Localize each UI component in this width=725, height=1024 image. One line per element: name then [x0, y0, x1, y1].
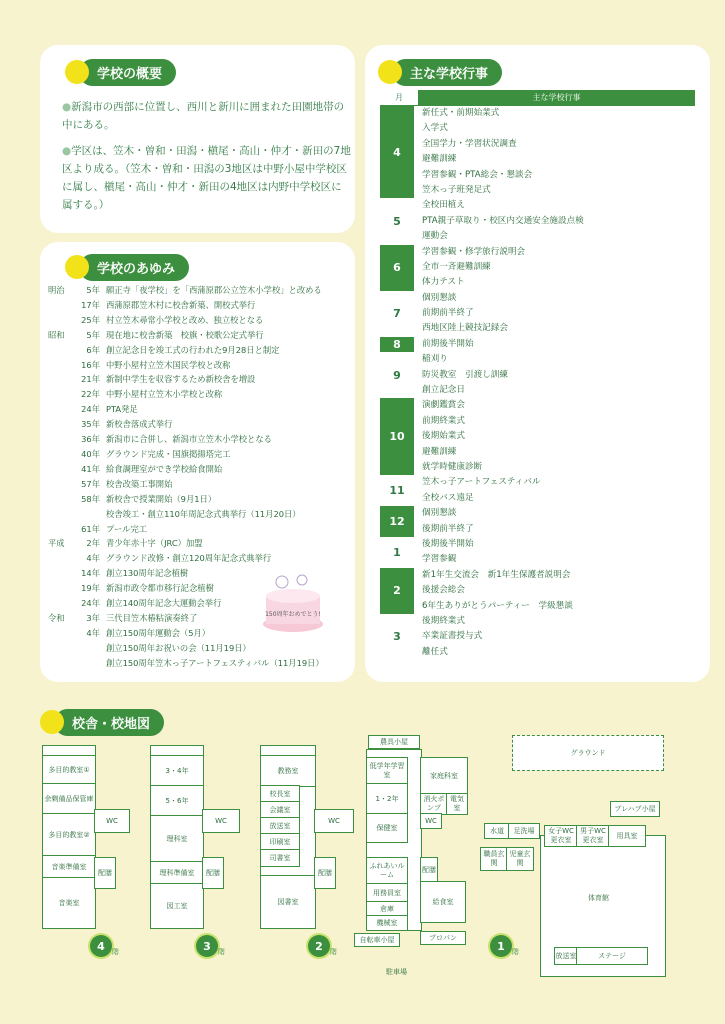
yellow-dot-icon — [65, 60, 89, 84]
history-era — [48, 432, 70, 447]
history-text: 創立150周年お祝いの会（11月19日） — [106, 642, 251, 653]
history-era: 昭和 — [48, 329, 65, 340]
history-era — [48, 387, 70, 402]
history-era — [48, 343, 70, 358]
map-room: WC — [202, 809, 240, 833]
map-room: 女子WC更衣室 — [544, 825, 578, 847]
events-month-group — [380, 352, 695, 398]
event-item: 就学時健康診断 — [422, 461, 483, 472]
events-month-group — [380, 537, 695, 568]
event-item: 離任式 — [422, 646, 448, 657]
overview-title: 学校の概要 — [65, 58, 176, 86]
map-room: 電気室 — [446, 793, 468, 815]
history-year: 24年 — [81, 598, 100, 609]
history-text: グラウンド完成・国旗掲揚塔完工 — [106, 448, 231, 459]
history-row — [48, 387, 358, 402]
history-row — [48, 298, 358, 313]
yellow-dot-icon — [378, 60, 402, 84]
map-room: 低学年学習室 — [366, 757, 408, 785]
map-room: グラウンド — [512, 735, 664, 771]
history-row — [48, 402, 358, 417]
map-room: 理科室 — [150, 815, 204, 863]
history-text: 願正寺「夜学校」を「西蒲原郡公立笠木小学校」と改める — [106, 285, 322, 295]
month-cell: 9 — [393, 368, 401, 382]
history-year: 6年 — [86, 344, 100, 355]
history-era — [48, 313, 70, 328]
history-year: 25年 — [81, 314, 100, 325]
map-room: ステージ — [576, 947, 648, 965]
month-cell: 3 — [393, 630, 401, 644]
history-text: 村立笠木尋常小学校と改め、独立校となる — [106, 314, 264, 325]
events-month-group — [380, 106, 695, 198]
map-room: 図書室 — [260, 875, 316, 929]
history-year: 14年 — [81, 568, 100, 579]
map-room: WC — [420, 813, 442, 829]
history-era — [48, 551, 70, 566]
history-text: 中野小屋村立笠木小学校と改称 — [106, 389, 223, 400]
map-room: 音楽室 — [42, 877, 96, 929]
yellow-dot-icon — [65, 255, 89, 279]
history-era — [48, 358, 70, 373]
overview-bullet-1: ●新潟市の西部に位置し、西川と新川に囲まれた田園地帯の中にある。 — [62, 101, 345, 131]
history-title: 学校のあゆみ — [65, 253, 189, 281]
event-item: 新任式・前期始業式 — [422, 108, 500, 118]
history-era: 令和 — [48, 612, 65, 623]
history-row — [48, 343, 358, 358]
event-item: 西地区陸上競技記録会 — [422, 323, 508, 334]
event-item: 後期終業式 — [422, 615, 465, 626]
map-room: プロパン — [420, 931, 466, 945]
history-year: 17年 — [81, 299, 100, 310]
history-row — [48, 313, 358, 328]
events-month-group — [380, 337, 695, 352]
history-text: 三代目笠木椿粘演奏終了 — [106, 612, 198, 623]
history-row — [48, 641, 358, 656]
history-year: 58年 — [81, 493, 100, 504]
history-era — [48, 641, 70, 656]
map-room: 司書室 — [260, 849, 300, 867]
event-item: 前期終業式 — [422, 415, 465, 426]
map-room: 給食室 — [420, 881, 466, 923]
history-text: 新潟市に合併し、新潟市立笠木小学校となる — [106, 434, 272, 445]
map-room: 保健室 — [366, 813, 408, 843]
overview-bullet-2: ●学区は、笠木・曽和・田潟・槇尾・高山・仲才・新田の7地区より成る。（笠木・曽和・田潟の3地区は中野小屋中学校区に属し、槇尾・高山・仲才・新田の4地区は内野中学校区に属する。） — [62, 145, 351, 211]
events-month-group — [380, 291, 695, 337]
events-month-group — [380, 506, 695, 537]
history-text: 校舎改築工事開始 — [106, 478, 173, 489]
history-row — [48, 417, 358, 432]
event-item: 卒業証書授与式 — [422, 631, 483, 642]
history-era — [48, 581, 70, 596]
map-room: 多目的教室② — [42, 813, 96, 857]
event-item: 避難訓練 — [422, 154, 457, 165]
event-item: 演劇鑑賞会 — [422, 400, 465, 411]
event-item: PTA親子草取り・校区内交通安全施設点検 — [422, 215, 584, 226]
map-room: 用務員室 — [366, 883, 408, 903]
history-era — [48, 566, 70, 581]
map-room: 余剰備品保管庫 — [42, 783, 96, 815]
history-era — [48, 507, 70, 522]
history-row — [48, 358, 358, 373]
map-room: 多目的教室① — [42, 755, 96, 785]
history-text: プール完工 — [106, 523, 148, 534]
floor-1-badge: 1 — [490, 935, 512, 957]
event-item: 後期始業式 — [422, 431, 465, 442]
history-text: 創立150周年笠木っ子アートフェスティバル（11月19日） — [106, 657, 324, 668]
history-row — [48, 551, 358, 566]
history-row — [48, 283, 358, 298]
history-row — [48, 536, 358, 551]
map-room: 会議室 — [260, 801, 300, 819]
event-item: 笠木っ子アートフェスティバル — [422, 477, 541, 488]
history-year: 16年 — [81, 359, 100, 370]
event-item: 入学式 — [422, 123, 448, 134]
history-year: 22年 — [81, 389, 100, 400]
map-room: 職員玄関 — [480, 847, 508, 871]
history-text: 創立150周年運動会（5月） — [106, 627, 211, 638]
event-item: 防災教室 引渡し訓練 — [422, 369, 508, 380]
map-room: 音楽準備室 — [42, 855, 96, 879]
history-year — [70, 507, 106, 522]
event-item: 学習参観・PTA総会・懇談会 — [422, 169, 533, 180]
event-item: 前期後半開始 — [422, 338, 474, 349]
history-text: 新潟市政令都市移行記念植樹 — [106, 583, 214, 594]
history-row — [48, 492, 358, 507]
map-room: WC — [314, 809, 354, 833]
events-month-group — [380, 475, 695, 506]
history-text: 創立記念日を竣工式の行われた9月28日と制定 — [106, 344, 280, 355]
yellow-dot-icon — [40, 710, 64, 734]
history-row — [48, 462, 358, 477]
map-room: 用具室 — [608, 825, 646, 847]
gym-label: 体育館 — [588, 894, 609, 902]
history-era — [48, 626, 70, 641]
history-text: 校舎竣工・創立110年周記念式典挙行（11月20日） — [106, 508, 301, 519]
history-year: 4年 — [86, 627, 100, 638]
history-year: 41年 — [81, 463, 100, 474]
event-item: 稲刈り — [422, 354, 448, 365]
map-room: 教務室 — [260, 755, 316, 787]
month-cell: 11 — [389, 484, 405, 498]
history-row — [48, 507, 358, 522]
history-text: 西蒲原郡笠木村に校舎新築、開校式挙行 — [106, 299, 256, 310]
history-year: 19年 — [81, 583, 100, 594]
month-cell: 8 — [380, 337, 414, 352]
event-item: 避難訓練 — [422, 446, 457, 457]
map-room: 農具小屋 — [368, 735, 420, 749]
history-row — [48, 447, 358, 462]
map-room: 図工室 — [150, 883, 204, 929]
event-item: 運動会 — [422, 231, 448, 242]
event-item: 創立記念日 — [422, 385, 465, 396]
map-room: 放送室 — [260, 817, 300, 835]
map-room: 自転車小屋 — [354, 933, 400, 947]
event-item: 全校バス遠足 — [422, 492, 474, 503]
history-era — [48, 447, 70, 462]
month-cell: 2 — [380, 568, 414, 614]
map-room: 1・2年 — [366, 783, 408, 815]
map-room: 男子WC更衣室 — [576, 825, 610, 847]
event-item: 新1年生交流会 新1年生保護者説明会 — [422, 569, 571, 580]
month-cell: 7 — [393, 307, 401, 321]
floor-2-badge: 2 — [308, 935, 330, 957]
history-year: 24年 — [81, 404, 100, 415]
history-year — [70, 641, 106, 656]
anniversary-cake-drawing — [258, 572, 328, 634]
event-item: 個別懇談 — [422, 292, 457, 303]
history-era — [48, 656, 70, 671]
history-row — [48, 372, 358, 387]
event-item: 後援会総会 — [422, 585, 465, 596]
history-year: 61年 — [81, 523, 100, 534]
map-room: 放送室 — [554, 947, 578, 965]
map-room: 児童玄関 — [506, 847, 534, 871]
history-text: 新校舎落成式挙行 — [106, 419, 173, 430]
event-item: 体力テスト — [422, 277, 465, 288]
month-cell: 12 — [380, 506, 414, 537]
map-room: 家庭科室 — [420, 757, 468, 795]
floor-3-badge: 3 — [196, 935, 218, 957]
map-room: 配膳 — [202, 857, 224, 889]
events-month-group — [380, 245, 695, 291]
map-room: 消火ポンプ — [420, 793, 448, 815]
history-year: 57年 — [81, 478, 100, 489]
history-era — [48, 417, 70, 432]
history-text: 中野小屋村立笠木国民学校と改称 — [106, 359, 231, 370]
history-era: 平成 — [48, 538, 65, 549]
history-text: 現在地に校舎新築 校旗・校歌公定式挙行 — [106, 329, 264, 340]
events-month-group — [380, 198, 695, 244]
history-text: 創立130周年記念植樹 — [106, 568, 189, 579]
history-text: グラウンド改修・創立120周年記念式典挙行 — [106, 553, 272, 564]
floor-4-badge: 4 — [90, 935, 112, 957]
event-item: 全国学力・学習状況調査 — [422, 138, 517, 149]
map-room: 倉庫 — [366, 901, 408, 917]
events-month-group — [380, 614, 695, 660]
history-year: 40年 — [81, 448, 100, 459]
event-item: 6年生ありがとうパーティー 学級懇談 — [422, 600, 573, 611]
history-text: 給食調理室ができ学校給食開始 — [106, 463, 223, 474]
map-room: 5・6年 — [150, 785, 204, 817]
map-room: 配膳 — [314, 857, 336, 889]
history-era — [48, 477, 70, 492]
map-room: 3・4年 — [150, 755, 204, 787]
month-cell: 10 — [380, 398, 414, 475]
map-room: 校長室 — [260, 785, 300, 803]
history-era: 明治 — [48, 285, 65, 295]
map-room: プレハブ小屋 — [610, 801, 660, 817]
history-era — [48, 462, 70, 477]
history-row — [48, 328, 358, 343]
map-room: 足洗場 — [508, 823, 540, 839]
event-item: 全校田植え — [422, 200, 465, 211]
map-room: 印刷室 — [260, 833, 300, 851]
events-table — [380, 90, 695, 660]
event-item: 後期後半開始 — [422, 538, 474, 549]
map-room: ふれあいルーム — [366, 857, 408, 885]
map-room: 水道 — [484, 823, 510, 839]
events-title: 主な学校行事 — [378, 58, 502, 86]
history-era — [48, 298, 70, 313]
history-text: 青少年赤十字（JRC）加盟 — [106, 538, 203, 549]
history-row — [48, 522, 358, 537]
map-room: 配膳 — [94, 857, 116, 889]
cake-text: 150周年おめでとう! — [265, 611, 321, 618]
history-era — [48, 596, 70, 611]
history-row — [48, 432, 358, 447]
history-year: 35年 — [81, 419, 100, 430]
history-year: 21年 — [81, 374, 100, 385]
month-cell: 4 — [380, 106, 414, 198]
event-item: 学習参観 — [422, 554, 457, 565]
history-row — [48, 656, 358, 671]
month-cell: 5 — [393, 214, 401, 228]
map-title: 校舎・校地図 — [40, 708, 164, 736]
history-text: 新制中学生を収容するため新校舎を増設 — [106, 374, 256, 385]
history-year: 3年 — [86, 612, 100, 623]
event-item: 個別懇談 — [422, 508, 457, 519]
campus-map: 多目的教室① 余剰備品保管庫 多目的教室② 音楽準備室 音楽室 WC 配膳 4 階 3・4年 5・6年 理科室 理科準備室 図工室 WC 配膳 3 階 教務室 校長室 会議室 放送室 印刷室 司書室 図書室 WC 配膳 2 階 農具小屋 低学年学習室 家庭科室 1・2年 保健室 消火ポンプ 電気室 WC ふれあいルーム 用務員室 倉庫 機械室 配膳 給食室 水道 足洗場 職員玄関 児童玄関 女子WC更衣室 男子WC更衣室 用具室 体育館 放送室 ステージ グラウンド プレハブ小屋 自転車小屋 プロパン 駐車場 1 階 — [0, 735, 725, 1024]
history-year: 4年 — [86, 553, 100, 564]
history-era — [48, 522, 70, 537]
history-year — [70, 656, 106, 671]
history-year: 36年 — [81, 434, 100, 445]
event-item: 笠木っ子班発足式 — [422, 184, 491, 195]
parking-label: 駐車場 — [386, 968, 407, 976]
events-month-group — [380, 568, 695, 614]
history-year: 5年 — [86, 329, 100, 340]
history-year: 2年 — [86, 538, 100, 549]
history-text: PTA発足 — [106, 404, 138, 415]
map-room: 理科準備室 — [150, 861, 204, 885]
event-item: 前期前半終了 — [422, 308, 474, 319]
map-room: 機械室 — [366, 915, 408, 931]
event-item: 学習参観・修学旅行説明会 — [422, 246, 526, 257]
event-item: 全市一斉避難訓練 — [422, 261, 491, 272]
history-text: 創立140周年記念大運動会挙行 — [106, 598, 222, 609]
event-item: 後期前半終了 — [422, 523, 474, 534]
events-table-header: 月 主な学校行事 — [380, 90, 695, 106]
history-era — [48, 372, 70, 387]
history-row — [48, 477, 358, 492]
history-era — [48, 402, 70, 417]
month-cell: 6 — [380, 245, 414, 291]
map-room: WC — [94, 809, 130, 833]
history-era — [48, 492, 70, 507]
events-month-group — [380, 398, 695, 475]
map-room: 配膳 — [420, 857, 438, 883]
month-cell: 1 — [393, 545, 401, 559]
history-year: 5年 — [86, 285, 100, 295]
history-text: 新校舎で授業開始（9月1日） — [106, 493, 217, 504]
